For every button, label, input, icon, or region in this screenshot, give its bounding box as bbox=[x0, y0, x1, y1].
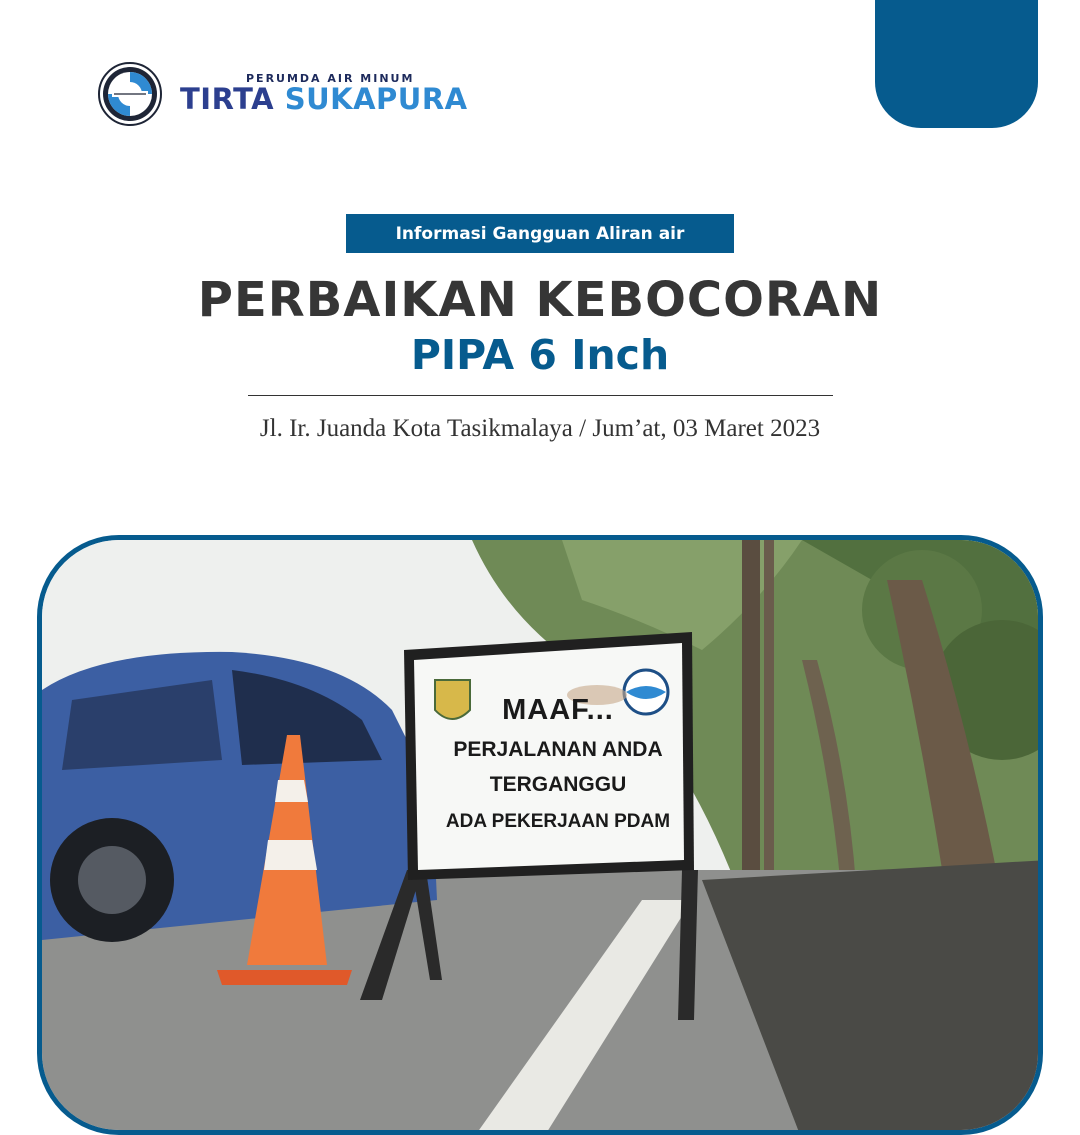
brand-subtitle: PERUMDA AIR MINUM bbox=[246, 72, 415, 85]
headline-line-2: PIPA 6 Inch bbox=[410, 331, 670, 379]
sign-line-2: PERJALANAN ANDA bbox=[453, 738, 663, 761]
sign-line-3: TERGANGGU bbox=[489, 773, 627, 796]
tirta-sukapura-logo-icon bbox=[98, 62, 162, 126]
brand-name-part-1: TIRTA bbox=[180, 82, 275, 116]
sign-line-4: ADA PEKERJAAN PDAM bbox=[445, 811, 671, 832]
road-sign bbox=[419, 690, 697, 838]
corner-tab-decoration bbox=[875, 0, 1038, 128]
headline-line-1: PERBAIKAN KEBOCORAN bbox=[197, 272, 883, 328]
brand-name bbox=[180, 82, 468, 116]
brand-name-part-2: SUKAPURA bbox=[284, 82, 468, 116]
road-work-photo bbox=[37, 535, 1043, 1135]
sign-line-1: MAAF... bbox=[502, 694, 614, 726]
divider bbox=[248, 395, 833, 396]
info-badge: Informasi Gangguan Aliran air bbox=[346, 214, 734, 253]
location-date: Jl. Ir. Juanda Kota Tasikmalaya / Jum’at, 03 Maret 2023 bbox=[259, 415, 821, 442]
